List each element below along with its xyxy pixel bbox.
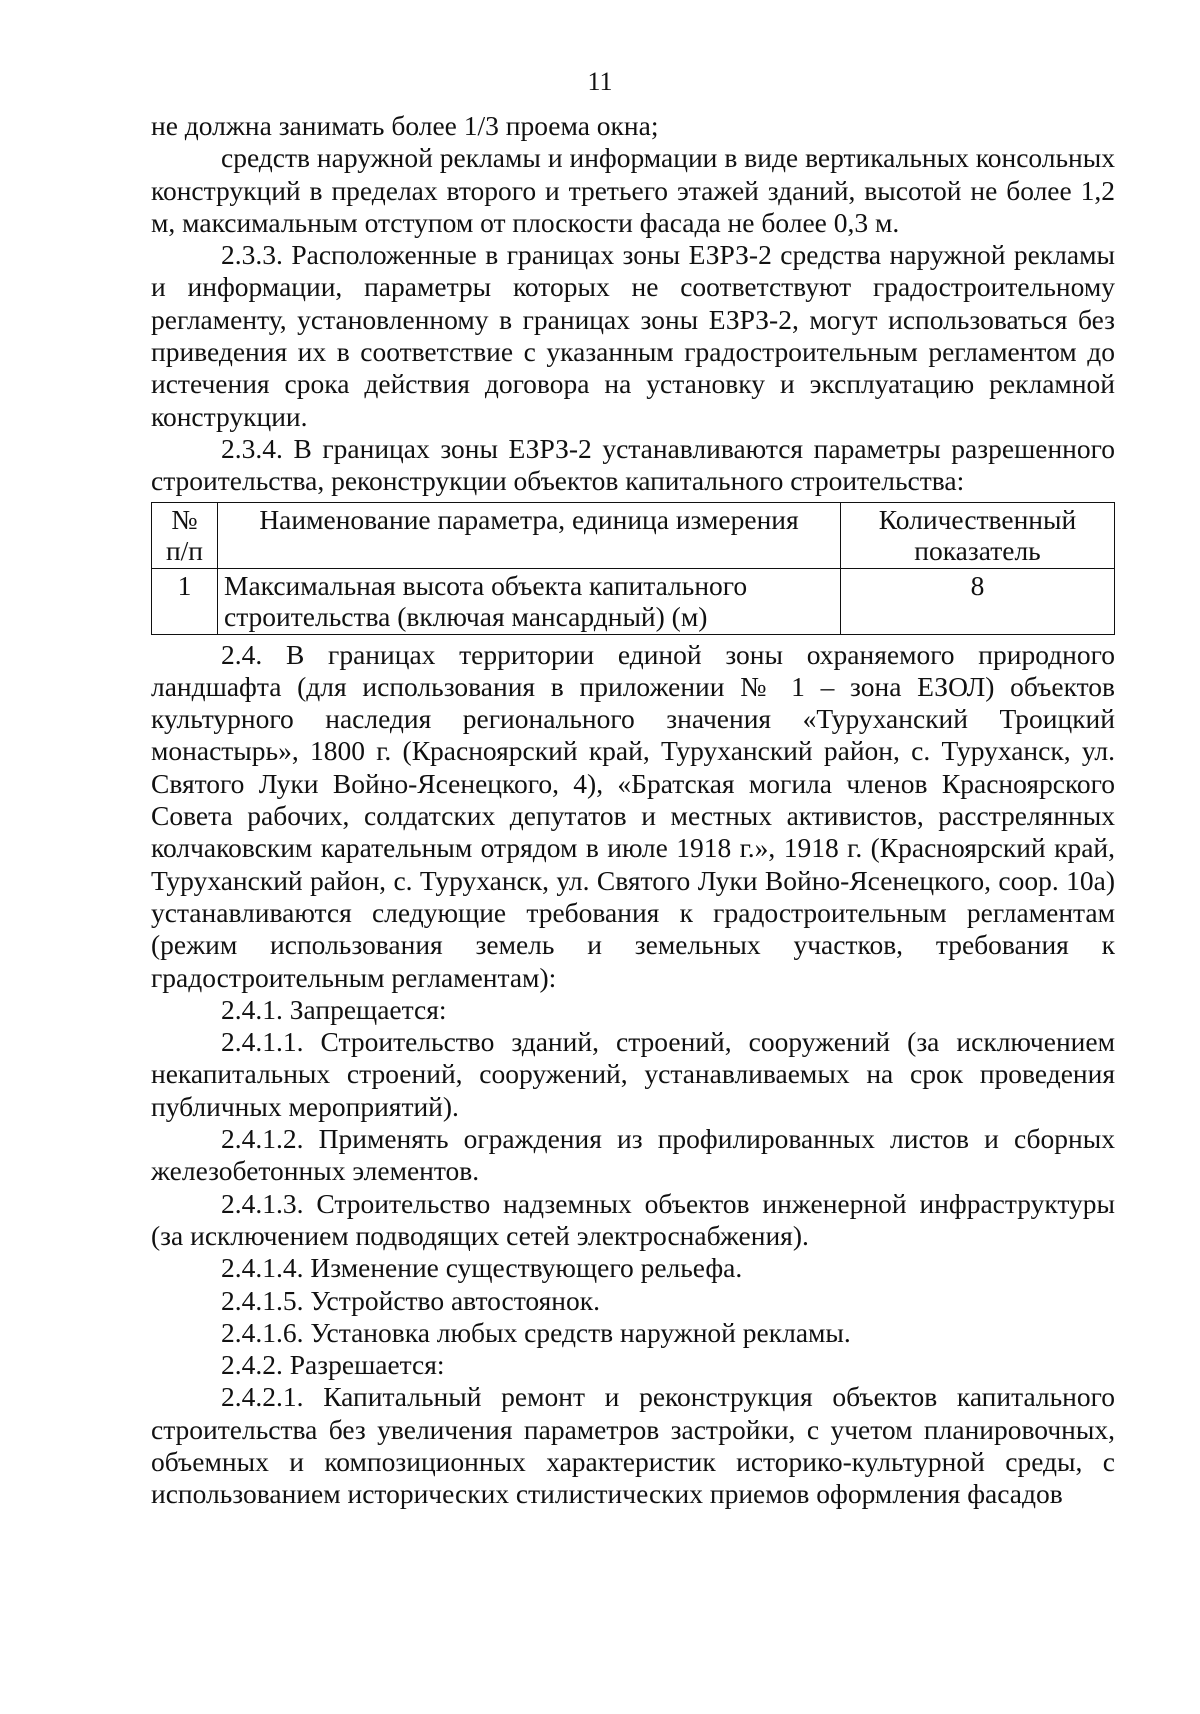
paragraph: 2.4.2.1. Капитальный ремонт и реконструкция объектов капитального строительства без увеличения параметров застройки, с учетом планировочных, объемных и композиционных характеристик историко-культурной среды, с использованием исторических стилистических приемов оформления фасадов [151,1381,1115,1510]
paragraph: 2.4.2. Разрешается: [221,1349,445,1381]
document-body [151,110,1115,1511]
cell-value: 8 [841,568,1115,634]
paragraph: 2.4. В границах территории единой зоны охраняемого природного ландшафта (для использования в приложении № 1 – зона ЕЗОЛ) объектов культурного наследия регионального значения «Туруханский Троицкий монастырь», 1800 г. (Красноярский край, Туруханский район, с. Туруханск, ул. Святого Луки Войно-Ясенецкого, 4), «Братская могила членов Красноярского Совета рабочих, солдатских депутатов и местных активистов, расстрелянных колчаковским карательным отрядом в июле 1918 г.», 1918 г. (Красноярский край, Туруханский район, с. Туруханск, ул. Святого Луки Войно-Ясенецкого, соор. 10а) устанавливаются следующие требования к градостроительным регламентам (режим использования земель и земельных участков, требования к градостроительным регламентам): [151,638,1115,993]
paragraph: 2.3.3. Расположенные в границах зоны ЕЗРЗ-2 средства наружной рекламы и информации, параметры которых не соответствуют градостроительному регламенту, установленному в границах зоны ЕЗРЗ-2, могут использоваться без приведения их в соответствие с указанным градостроительным регламентом до истечения срока действия договора на установку и эксплуатацию рекламной конструкции. [151,239,1115,432]
paragraph: 2.4.1. Запрещается: [221,993,447,1025]
cell-number: 1 [152,568,218,634]
header-cell-number: № п/п [152,502,218,568]
paragraph: не должна занимать более 1/3 проема окна; [151,110,659,141]
header-cell-parameter: Наименование параметра, единица измерения [218,502,841,568]
cell-parameter: Максимальная высота объекта капитального строительства (включая мансардный) (м) [218,568,841,634]
paragraph: 2.3.4. В границах зоны ЕЗРЗ-2 устанавливаются параметры разрешенного строительства, реконструкции объектов капитального строительства: [151,432,1115,497]
paragraph: 2.4.1.6. Установка любых средств наружной рекламы. [221,1316,851,1348]
paragraph: средств наружной рекламы и информации в виде вертикальных консольных конструкций в пределах второго и третьего этажей зданий, высотой не более 1,2 м, максимальным отступом от плоскости фасада не более 0,3 м. [151,142,1115,238]
parameters-table [151,502,1115,635]
table-row [152,568,1115,634]
table-header-row [152,502,1115,568]
paragraph: 2.4.1.3. Строительство надземных объектов инженерной инфраструктуры (за исключением подводящих сетей электроснабжения). [151,1187,1115,1251]
paragraph: 2.4.1.2. Применять ограждения из профилированных листов и сборных железобетонных элементов. [151,1123,1115,1187]
header-cell-value: Количественный показатель [841,502,1115,568]
paragraph: 2.4.1.4. Изменение существующего рельефа. [221,1252,743,1284]
paragraph: 2.4.1.5. Устройство автостоянок. [221,1284,600,1316]
paragraph: 2.4.1.1. Строительство зданий, строений, сооружений (за исключением некапитальных строений, сооружений, устанавливаемых на срок проведения публичных мероприятий). [151,1026,1115,1122]
page-number: 11 [587,67,613,96]
